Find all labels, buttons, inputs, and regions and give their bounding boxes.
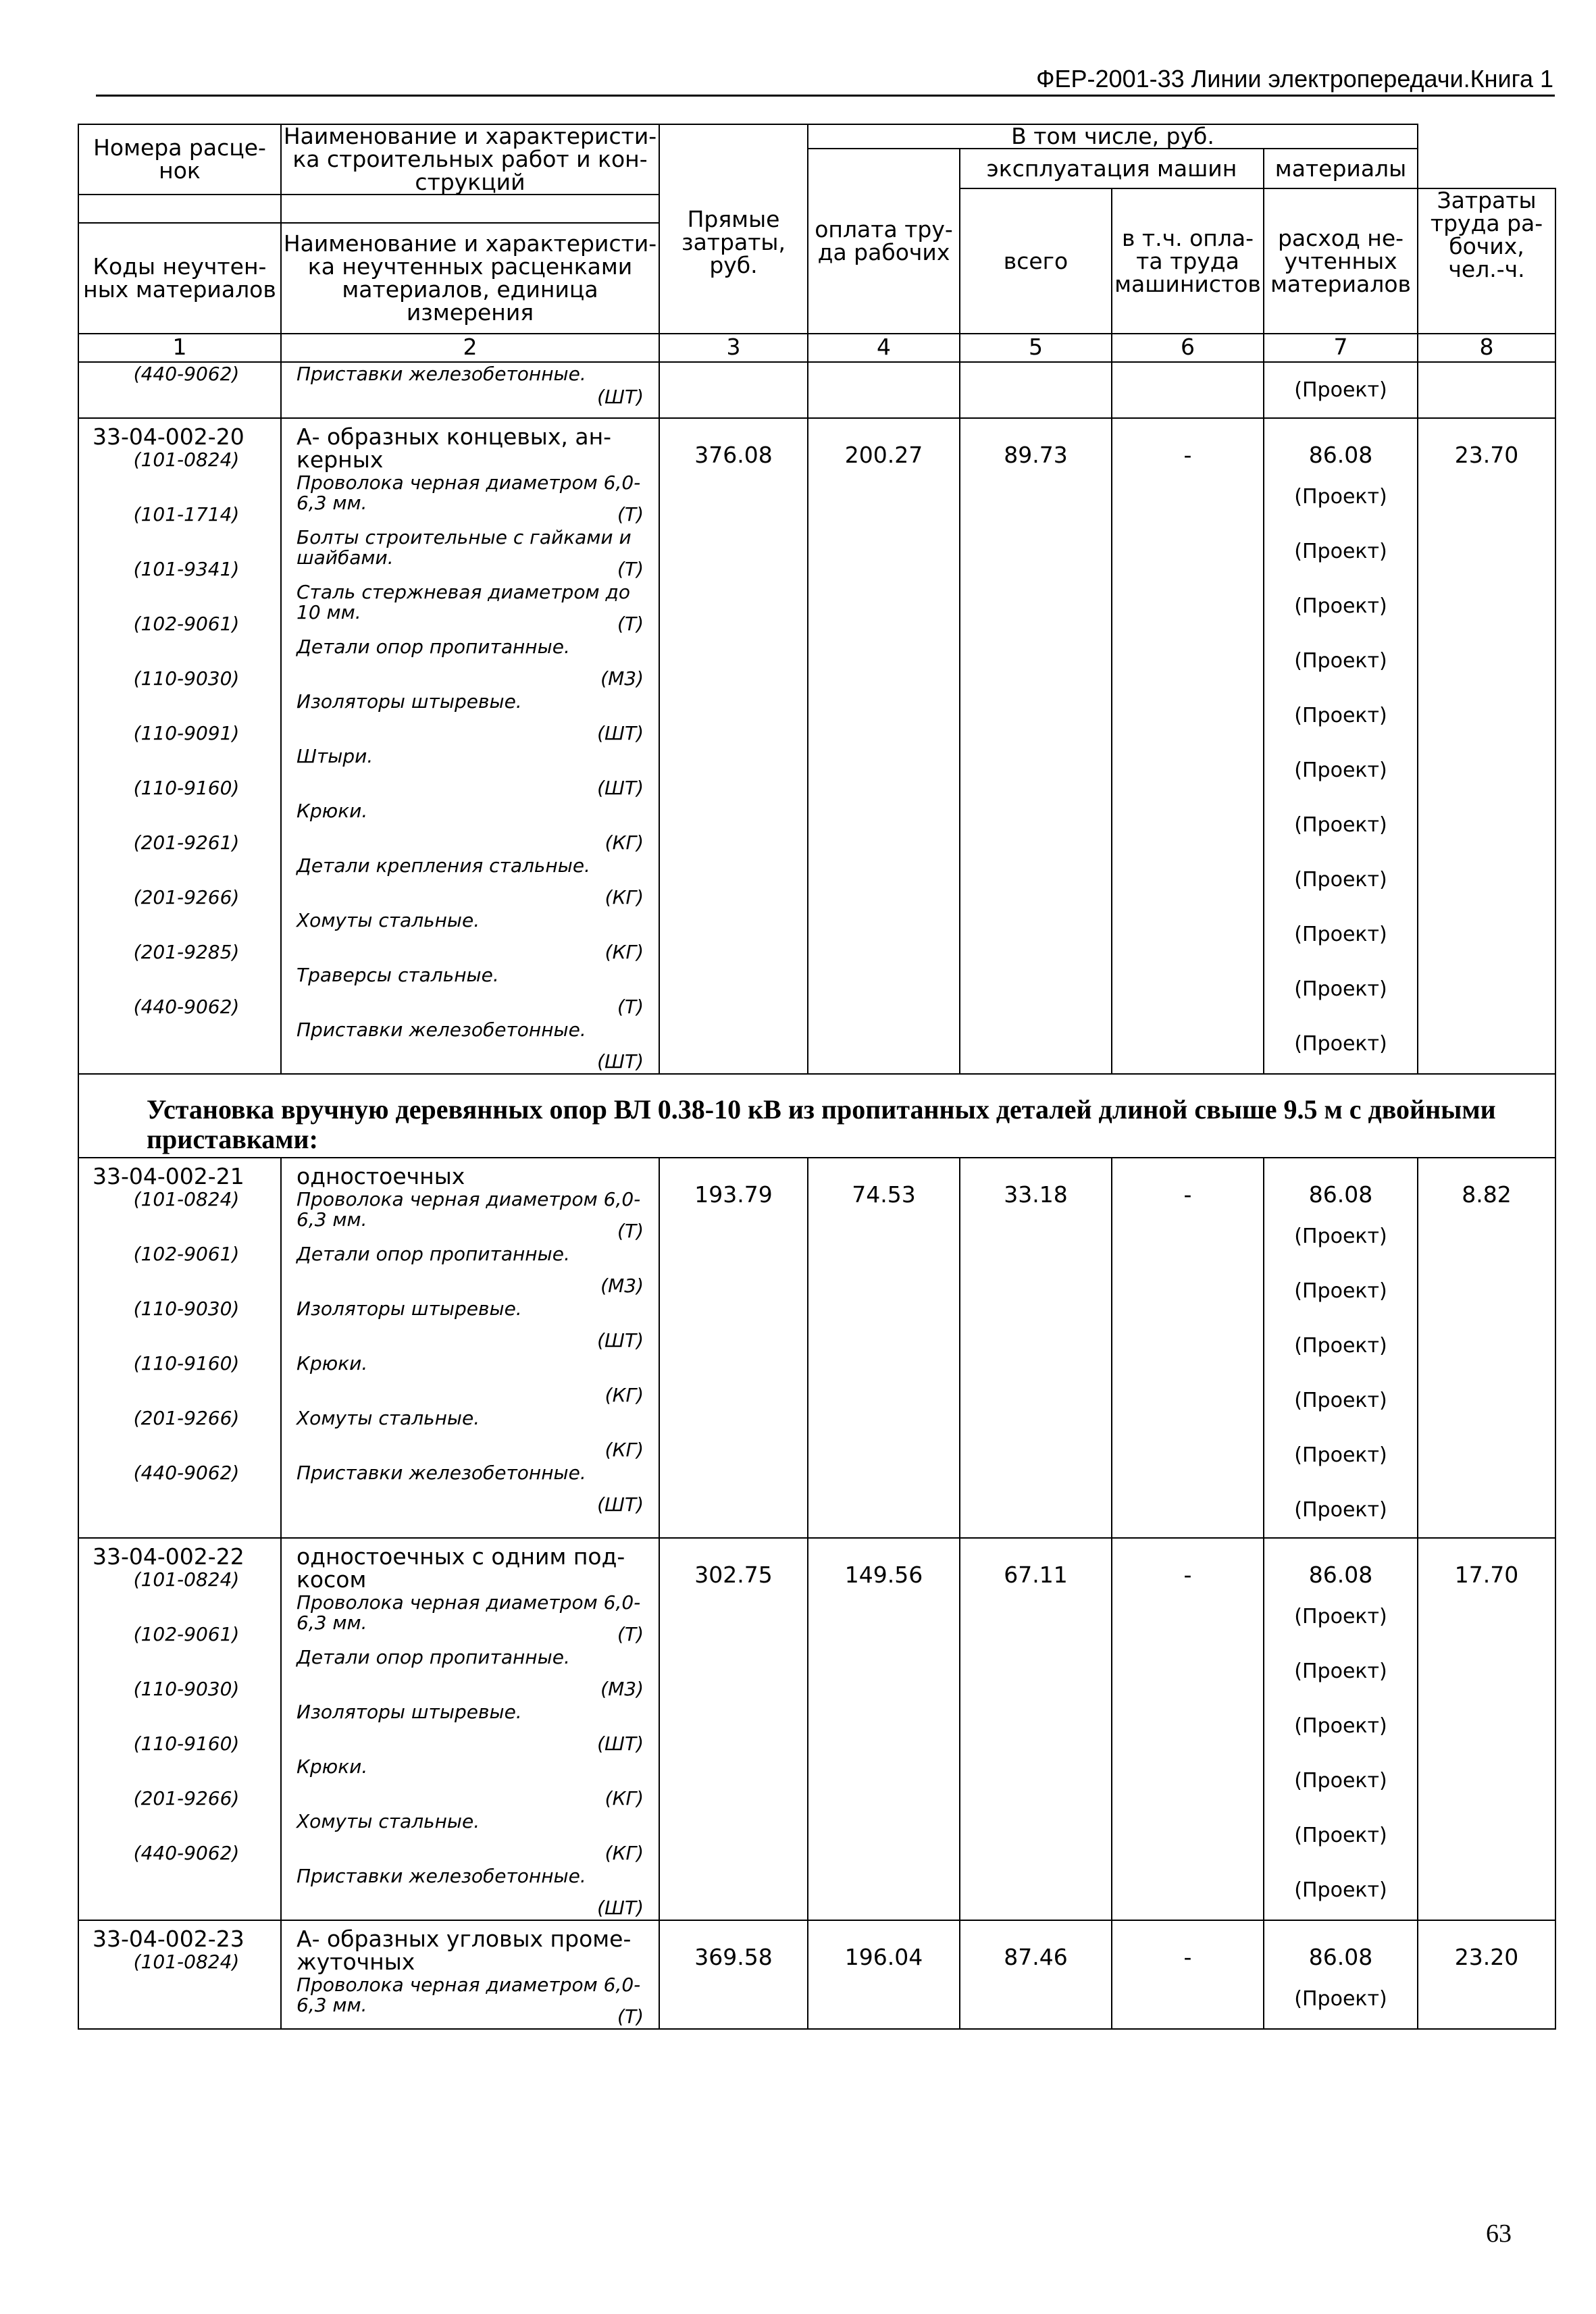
carry-over-code-cell bbox=[78, 362, 281, 418]
rate-codes-cell bbox=[78, 1920, 281, 2029]
material-unit: (КГ) bbox=[604, 886, 644, 908]
material-entry bbox=[297, 964, 650, 1019]
material-unit: (Т) bbox=[617, 996, 644, 1018]
material-name: Проволока черная диаметром 6,0-6,3 мм. bbox=[297, 1188, 641, 1231]
rate-names-cell bbox=[281, 418, 659, 1074]
value-machines: 87.46 bbox=[960, 1920, 1112, 2029]
material-entry bbox=[297, 1188, 650, 1243]
material-entry bbox=[297, 1701, 650, 1755]
material-entry bbox=[297, 636, 650, 690]
material-unit: (М3) bbox=[600, 667, 644, 690]
material-unit: (ШТ) bbox=[597, 722, 644, 744]
material-cost: (Проект) bbox=[1294, 540, 1387, 563]
material-unit: (ШТ) bbox=[597, 1897, 644, 1919]
rate-row bbox=[78, 1920, 1555, 2029]
material-entry bbox=[297, 581, 650, 636]
section-row bbox=[78, 1074, 1555, 1158]
material-code: (101-0824) bbox=[133, 448, 240, 471]
value-machinists: - bbox=[1112, 1538, 1264, 1920]
material-code: (101-1714) bbox=[133, 503, 240, 525]
col-header-materials: материалы bbox=[1264, 149, 1418, 188]
material-entry bbox=[297, 745, 650, 800]
material-unit: (ШТ) bbox=[597, 777, 644, 799]
material-cost: (Проект) bbox=[1294, 813, 1387, 837]
materials-cell bbox=[1264, 1920, 1418, 2029]
carry-over-cost: (Проект) bbox=[1294, 378, 1387, 402]
col-header-machine-total: всего bbox=[960, 188, 1112, 334]
material-entry bbox=[297, 471, 650, 526]
rate-code: 33-04-002-21 bbox=[93, 1163, 244, 1189]
material-name: Изоляторы штыревые. bbox=[297, 1297, 522, 1320]
col-header-machinist-pay: в т.ч. опла-та труда машинистов bbox=[1112, 188, 1264, 334]
material-entry bbox=[297, 1407, 650, 1462]
material-name: Хомуты стальные. bbox=[297, 909, 480, 931]
column-number: 7 bbox=[1264, 334, 1418, 362]
material-entry bbox=[297, 854, 650, 909]
material-code: (110-9030) bbox=[133, 1297, 240, 1320]
material-code: (102-9061) bbox=[133, 1623, 240, 1645]
material-entry bbox=[297, 909, 650, 964]
material-name: Изоляторы штыревые. bbox=[297, 1701, 522, 1723]
material-code: (110-9160) bbox=[133, 1732, 240, 1755]
material-code: (110-9030) bbox=[133, 667, 240, 690]
value-direct: 369.58 bbox=[659, 1920, 808, 2029]
material-code: (110-9030) bbox=[133, 1678, 240, 1700]
material-name: Штыри. bbox=[297, 745, 374, 767]
material-cost: (Проект) bbox=[1294, 485, 1387, 509]
material-unit: (КГ) bbox=[604, 1384, 644, 1406]
empty-cell bbox=[1112, 362, 1264, 418]
col-header-blank bbox=[1418, 124, 1555, 188]
carry-over-cost-cell bbox=[1264, 362, 1418, 418]
material-cost: (Проект) bbox=[1294, 1660, 1387, 1683]
value-direct: 193.79 bbox=[659, 1158, 808, 1538]
value-materials: 86.08 bbox=[1308, 1181, 1373, 1208]
material-name: Детали опор пропитанные. bbox=[297, 636, 570, 658]
rate-names-cell bbox=[281, 1538, 659, 1920]
material-name: Изоляторы штыревые. bbox=[297, 690, 522, 713]
value-labor: 149.56 bbox=[808, 1538, 960, 1920]
material-entry bbox=[297, 1591, 650, 1646]
material-unit: (КГ) bbox=[604, 1842, 644, 1864]
material-cost: (Проект) bbox=[1294, 704, 1387, 727]
material-name: Крюки. bbox=[297, 1352, 368, 1374]
material-unit: (КГ) bbox=[604, 1439, 644, 1461]
column-number: 4 bbox=[808, 334, 960, 362]
value-machinists: - bbox=[1112, 1920, 1264, 2029]
value-hours: 17.70 bbox=[1418, 1538, 1555, 1920]
empty-cell bbox=[808, 362, 960, 418]
rate-row bbox=[78, 418, 1555, 1074]
material-code: (101-9341) bbox=[133, 558, 240, 580]
material-cost: (Проект) bbox=[1294, 923, 1387, 946]
material-name: Болты строительные с гайками и шайбами. bbox=[297, 526, 632, 569]
material-code: (201-9261) bbox=[133, 831, 240, 854]
material-unit: (Т) bbox=[617, 503, 644, 525]
material-name: Траверсы стальные. bbox=[297, 964, 499, 986]
material-cost: (Проект) bbox=[1294, 759, 1387, 782]
value-machinists: - bbox=[1112, 1158, 1264, 1538]
carry-over-code: (440-9062) bbox=[133, 363, 240, 385]
material-cost: (Проект) bbox=[1294, 1225, 1387, 1248]
material-entry bbox=[297, 800, 650, 854]
material-code: (201-9266) bbox=[133, 1407, 240, 1429]
materials-cell bbox=[1264, 418, 1418, 1074]
material-name: Проволока черная диаметром 6,0-6,3 мм. bbox=[297, 471, 641, 514]
material-name: Хомуты стальные. bbox=[297, 1810, 480, 1832]
value-machines: 33.18 bbox=[960, 1158, 1112, 1538]
carry-over-unit: (ШТ) bbox=[597, 386, 644, 408]
header-spacer-2 bbox=[281, 195, 659, 222]
material-entry bbox=[297, 526, 650, 581]
col-header-work-name: Наименование и характеристи-ка строительных работ и кон-струкций bbox=[281, 124, 659, 195]
material-cost: (Проект) bbox=[1294, 1032, 1387, 1056]
material-cost: (Проект) bbox=[1294, 594, 1387, 618]
material-entry bbox=[297, 1297, 650, 1352]
carry-over-name-cell bbox=[281, 362, 659, 418]
col-header-direct-costs: Прямые затраты, руб. bbox=[659, 124, 808, 334]
header-rule bbox=[96, 95, 1555, 97]
column-number: 8 bbox=[1418, 334, 1555, 362]
material-cost: (Проект) bbox=[1294, 1605, 1387, 1628]
material-unit: (Т) bbox=[617, 2005, 644, 2028]
carry-over-material bbox=[297, 363, 650, 409]
material-name: Сталь стержневая диаметром до 10 мм. bbox=[297, 581, 630, 623]
value-hours: 23.70 bbox=[1418, 418, 1555, 1074]
empty-cell bbox=[659, 362, 808, 418]
material-unit: (ШТ) bbox=[597, 1493, 644, 1516]
column-number: 1 bbox=[78, 334, 281, 362]
rate-names-cell bbox=[281, 1158, 659, 1538]
value-machinists: - bbox=[1112, 418, 1264, 1074]
material-code: (440-9062) bbox=[133, 1462, 240, 1484]
material-cost: (Проект) bbox=[1294, 1769, 1387, 1793]
material-code: (110-9091) bbox=[133, 722, 240, 744]
material-cost: (Проект) bbox=[1294, 977, 1387, 1001]
material-entry bbox=[297, 1019, 650, 1073]
material-code: (101-0824) bbox=[133, 1188, 240, 1210]
material-code: (440-9062) bbox=[133, 1842, 240, 1864]
work-name: одностоечных bbox=[297, 1163, 465, 1189]
material-cost: (Проект) bbox=[1294, 1714, 1387, 1738]
material-entry bbox=[297, 1352, 650, 1407]
material-name: Хомуты стальные. bbox=[297, 1407, 480, 1429]
value-materials: 86.08 bbox=[1308, 1562, 1373, 1588]
material-cost: (Проект) bbox=[1294, 868, 1387, 892]
material-name: Проволока черная диаметром 6,0-6,3 мм. bbox=[297, 1974, 641, 2016]
material-unit: (ШТ) bbox=[597, 1050, 644, 1073]
col-header-unaccounted-materials: расход не-учтенных материалов bbox=[1264, 188, 1418, 334]
column-numbers-row bbox=[78, 334, 1555, 362]
material-name: Приставки железобетонные. bbox=[297, 1462, 586, 1484]
material-cost: (Проект) bbox=[1294, 1334, 1387, 1358]
work-name: А- образных угловых проме-жуточных bbox=[297, 1926, 632, 1975]
materials-cell bbox=[1264, 1538, 1418, 1920]
column-number: 3 bbox=[659, 334, 808, 362]
empty-cell bbox=[960, 362, 1112, 418]
material-name: Проволока черная диаметром 6,0-6,3 мм. bbox=[297, 1591, 641, 1634]
work-name: А- образных концевых, ан-керных bbox=[297, 423, 612, 473]
col-header-material-codes: Коды неучтен-ных материалов bbox=[78, 223, 281, 334]
running-header: ФЕР-2001-33 Линии электропередачи.Книга 1 bbox=[1036, 65, 1553, 93]
material-unit: (Т) bbox=[617, 613, 644, 635]
material-entry bbox=[297, 690, 650, 745]
page-number: 63 bbox=[1486, 2219, 1512, 2248]
material-entry bbox=[297, 1646, 650, 1701]
rate-codes-cell bbox=[78, 418, 281, 1074]
rate-codes-cell bbox=[78, 1538, 281, 1920]
material-entry bbox=[297, 1755, 650, 1810]
material-code: (201-9266) bbox=[133, 1787, 240, 1809]
value-hours: 8.82 bbox=[1418, 1158, 1555, 1538]
material-unit: (ШТ) bbox=[597, 1732, 644, 1755]
material-unit: (КГ) bbox=[604, 1787, 644, 1809]
material-unit: (КГ) bbox=[604, 941, 644, 963]
col-header-rate-numbers: Номера расце-нок bbox=[78, 124, 281, 195]
material-cost: (Проект) bbox=[1294, 649, 1387, 673]
rate-code: 33-04-002-20 bbox=[93, 423, 244, 450]
material-code: (440-9062) bbox=[133, 996, 240, 1018]
carry-over-name: Приставки железобетонные. bbox=[297, 363, 586, 385]
material-code: (101-0824) bbox=[133, 1951, 240, 1973]
material-code: (102-9061) bbox=[133, 1243, 240, 1265]
col-header-machine-operation: эксплуатация машин bbox=[960, 149, 1264, 188]
rate-code: 33-04-002-23 bbox=[93, 1926, 244, 1952]
empty-cell bbox=[1418, 362, 1555, 418]
material-entry bbox=[297, 1243, 650, 1297]
value-hours: 23.20 bbox=[1418, 1920, 1555, 2029]
material-unit: (М3) bbox=[600, 1678, 644, 1700]
material-cost: (Проект) bbox=[1294, 1987, 1387, 2011]
material-entry bbox=[297, 1462, 650, 1516]
material-code: (201-9285) bbox=[133, 941, 240, 963]
rate-codes-cell bbox=[78, 1158, 281, 1538]
material-entry bbox=[297, 1810, 650, 1865]
material-name: Детали крепления стальные. bbox=[297, 854, 590, 877]
material-unit: (КГ) bbox=[604, 831, 644, 854]
material-entry bbox=[297, 1865, 650, 1920]
column-number: 5 bbox=[960, 334, 1112, 362]
value-labor: 200.27 bbox=[808, 418, 960, 1074]
rate-row bbox=[78, 1158, 1555, 1538]
material-cost: (Проект) bbox=[1294, 1824, 1387, 1847]
material-name: Детали опор пропитанные. bbox=[297, 1243, 570, 1265]
value-materials: 86.08 bbox=[1308, 1944, 1373, 1970]
material-code: (110-9160) bbox=[133, 777, 240, 799]
material-name: Приставки железобетонные. bbox=[297, 1019, 586, 1041]
carry-over-row bbox=[78, 362, 1555, 418]
material-entry bbox=[297, 1974, 650, 2028]
materials-cell bbox=[1264, 1158, 1418, 1538]
value-direct: 376.08 bbox=[659, 418, 808, 1074]
material-cost: (Проект) bbox=[1294, 1279, 1387, 1303]
material-cost: (Проект) bbox=[1294, 1498, 1387, 1522]
material-cost: (Проект) bbox=[1294, 1443, 1387, 1467]
material-unit: (Т) bbox=[617, 1623, 644, 1645]
column-number: 2 bbox=[281, 334, 659, 362]
col-header-material-name: Наименование и характеристи-ка неучтенных расценками материалов, единица измерения bbox=[281, 223, 659, 334]
material-unit: (Т) bbox=[617, 1220, 644, 1242]
material-code: (101-0824) bbox=[133, 1568, 240, 1591]
material-unit: (ШТ) bbox=[597, 1329, 644, 1352]
material-code: (102-9061) bbox=[133, 613, 240, 635]
value-materials: 86.08 bbox=[1308, 442, 1373, 468]
work-name: одностоечных с одним под-косом bbox=[297, 1543, 625, 1593]
value-machines: 67.11 bbox=[960, 1538, 1112, 1920]
col-header-including: В том числе, руб. bbox=[808, 124, 1418, 149]
value-labor: 74.53 bbox=[808, 1158, 960, 1538]
material-code: (201-9266) bbox=[133, 886, 240, 908]
section-title: Установка вручную деревянных опор ВЛ 0.38-10 кВ из пропитанных деталей длиной свыше 9.5 м с двойными приставками: bbox=[78, 1074, 1555, 1158]
material-code: (110-9160) bbox=[133, 1352, 240, 1374]
value-direct: 302.75 bbox=[659, 1538, 808, 1920]
material-name: Крюки. bbox=[297, 1755, 368, 1778]
material-unit: (М3) bbox=[600, 1275, 644, 1297]
rates-table bbox=[78, 124, 1556, 2030]
rate-names-cell bbox=[281, 1920, 659, 2029]
material-unit: (Т) bbox=[617, 558, 644, 580]
value-labor: 196.04 bbox=[808, 1920, 960, 2029]
material-name: Детали опор пропитанные. bbox=[297, 1646, 570, 1668]
col-header-labor-hours: Затраты труда ра-бочих, чел.-ч. bbox=[1418, 188, 1555, 334]
material-name: Крюки. bbox=[297, 800, 368, 822]
material-name: Приставки железобетонные. bbox=[297, 1865, 586, 1887]
rate-row bbox=[78, 1538, 1555, 1920]
material-cost: (Проект) bbox=[1294, 1878, 1387, 1902]
column-number: 6 bbox=[1112, 334, 1264, 362]
value-machines: 89.73 bbox=[960, 418, 1112, 1074]
header-spacer-1 bbox=[78, 195, 281, 222]
material-cost: (Проект) bbox=[1294, 1389, 1387, 1412]
rate-code: 33-04-002-22 bbox=[93, 1543, 244, 1570]
col-header-labor-pay: оплата тру-да рабочих bbox=[808, 149, 960, 334]
